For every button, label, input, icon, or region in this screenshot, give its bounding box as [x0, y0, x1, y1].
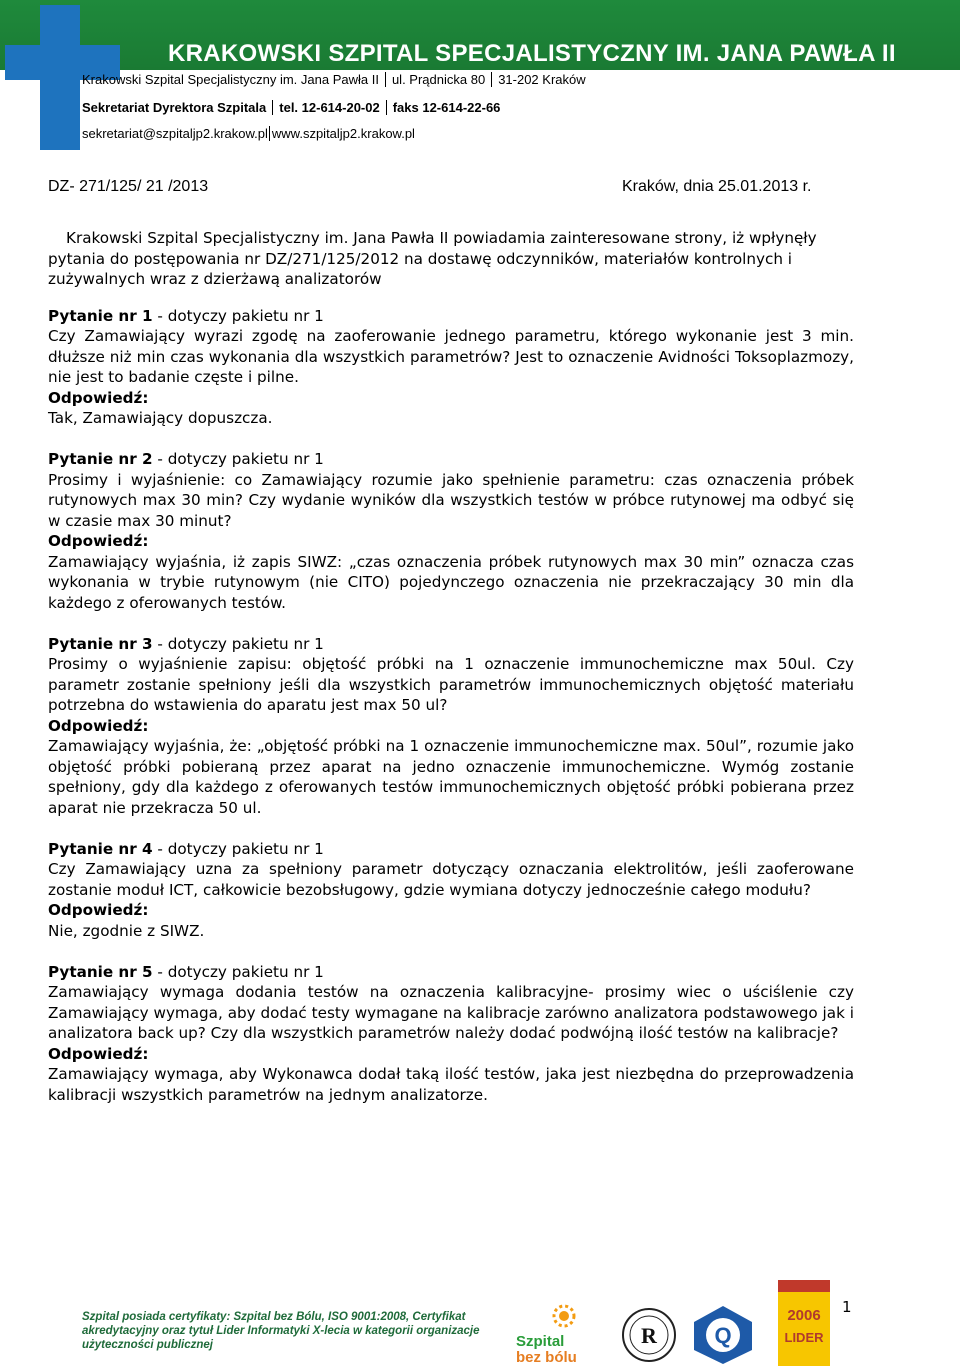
quality-r-logo [620, 1304, 678, 1366]
logo-q-mark: Q [714, 1323, 732, 1348]
question-scope: - dotyczy pakietu nr 1 [152, 450, 324, 468]
answer-text: Zamawiający wyjaśnia, że: „objętość próbki na 1 oznaczenie immunochemiczne max. 50ul”, rozumie jako objętość próbki pobieraną przez aparat na jedno oznaczenie immunochemiczne. Wymóg zostanie spełniony, gdy dla każdego z oferowanych testów immunochemicznych objętość próbki pobierana przez aparat nie przekracza 50 ul. [48, 737, 854, 817]
answer-label: Odpowiedź: [48, 1044, 149, 1063]
website-link[interactable]: www.szpitaljp2.krakow.pl [271, 126, 415, 141]
answer-text: Zamawiający wyjaśnia, iż zapis SIWZ: „czas oznaczenia próbek rutynowych max 30 min” oznacza czas wykonania w trybie rutynowym (nie CITO) pojedynczego oznaczenia nie przekraczający 30 min dla każdego z oferowanych testów. [48, 552, 854, 612]
question-title: Pytanie nr 3 [48, 634, 153, 653]
intro-paragraph: Krakowski Szpital Specjalistyczny im. Jana Pawła II powiadamia zainteresowane strony, iż wpłynęły pytania do postępowania nr DZ/271/125/2012 na dostawę odczynników, materiałów kontrolnych i zużywalnych wraz z dzierżawą analizatorów [48, 229, 817, 288]
question-text: Zamawiający wymaga dodania testów na oznaczenia kalibracyjne- prosimy wiec o uściślenie czy Zamawiający wymaga, aby dodać testy wymagane na kalibracje zarówno analizatora podstawowego jak i analizatora back up? Czy dla wszystkich parametrów należy dodać podwójną ilość testów na kalibracje? [48, 983, 854, 1042]
logo-line1: Szpital [516, 1333, 565, 1350]
question-title: Pytanie nr 2 [48, 450, 153, 468]
question-text: Czy Zamawiający wyrazi zgodę na zaoferowanie jednego parametru, którego wykonanie jest 3 min. dłuższe niż min czas wykonania dla wszystkich parametrów? Jest to oznaczenie Avidności Toksoplazmozy, nie jest to badanie częste i pilne. [48, 327, 854, 386]
answer-text: Nie, zgodnie z SIWZ. [48, 921, 205, 940]
question-title: Pytanie nr 1 [48, 306, 153, 325]
footer-certificates: Szpital posiada certyfikaty: Szpital bez Bólu, ISO 9001:2008, Certyfikat akredytacyjny oraz tytuł Lider Informatyki X-lecia w kategorii organizacje użyteczności publicznej [82, 1311, 480, 1351]
question-block-1 [48, 306, 854, 429]
question-text: Prosimy i wyjaśnienie: co Zamawiający rozumie jako spełnienie parametru: czas oznaczenia próbek rutynowych max 30 min? Czy wydanie wyników dla wszystkich testów w próbce rutynowej ma odbyć się w czasie max 30 minut? [48, 470, 854, 530]
answer-text: Zamawiający wymaga, aby Wykonawca dodał taką ilość testów, jaka jest niezbędna do przeprowadzenia kalibracji wszystkich parametrów na jednym analizatorze. [48, 1065, 854, 1104]
question-text: Prosimy o wyjaśnienie zapisu: objętość próbki na 1 oznaczenie immunochemiczne max 50ul. Czy parametr zostanie spełniony jeśli dla wszystkich parametrów immunochemicznych objętość materiału potrzebna do wstawienia do aparatu jest max 50 ul? [48, 655, 854, 714]
answer-label: Odpowiedź: [48, 901, 149, 919]
header-address: Krakowski Szpital Specjalistyczny im. Jana Pawła II ul. Prądnicka 80 31-202 Kraków [82, 72, 586, 87]
place-date: Kraków, dnia 25.01.2013 r. [622, 178, 812, 195]
szpital-bez-bolu-logo [512, 1300, 592, 1366]
question-block-2 [48, 449, 854, 613]
logo-r-mark: R [641, 1323, 657, 1348]
question-title: Pytanie nr 5 [48, 962, 153, 981]
header-web [82, 126, 415, 141]
document-body [48, 228, 854, 1126]
header-contact: Sekretariat Dyrektora Szpitala tel. 12-614-20-02 faks 12-614-22-66 [82, 100, 501, 115]
email-link[interactable]: sekretariat@szpitaljp2.krakow.pl [82, 126, 268, 141]
computerworld-award-logo [778, 1280, 830, 1366]
award-label: LIDER [784, 1330, 824, 1345]
header-title: KRAKOWSKI SZPITAL SPECJALISTYCZNY IM. JANA PAWŁA II [168, 40, 896, 67]
question-block-4 [48, 839, 854, 942]
logo-line2: bez bólu [516, 1349, 577, 1366]
question-scope: - dotyczy pakietu nr 1 [152, 306, 324, 325]
quality-q-logo [690, 1304, 756, 1366]
document-reference: DZ- 271/125/ 21 /2013 [48, 178, 209, 195]
question-block-3 [48, 634, 854, 819]
question-scope: - dotyczy pakietu nr 1 [152, 962, 324, 981]
question-scope: - dotyczy pakietu nr 1 [152, 634, 324, 653]
award-year: 2006 [787, 1307, 821, 1324]
question-block-5 [48, 962, 854, 1106]
question-text: Czy Zamawiający uzna za spełniony parametr dotyczący oznaczania elektrolitów, jeśli zaoferowane zostanie moduł ICT, całkowicie bezobsługowy, gdzie wymiana dotyczy jednocześnie całego modułu? [48, 860, 854, 899]
answer-label: Odpowiedź: [48, 388, 149, 407]
question-scope: - dotyczy pakietu nr 1 [152, 839, 324, 858]
answer-label: Odpowiedź: [48, 716, 149, 735]
question-title: Pytanie nr 4 [48, 839, 153, 858]
page-number: 1 [842, 1298, 852, 1316]
answer-text: Tak, Zamawiający dopuszcza. [48, 409, 273, 427]
answer-label: Odpowiedź: [48, 532, 149, 550]
